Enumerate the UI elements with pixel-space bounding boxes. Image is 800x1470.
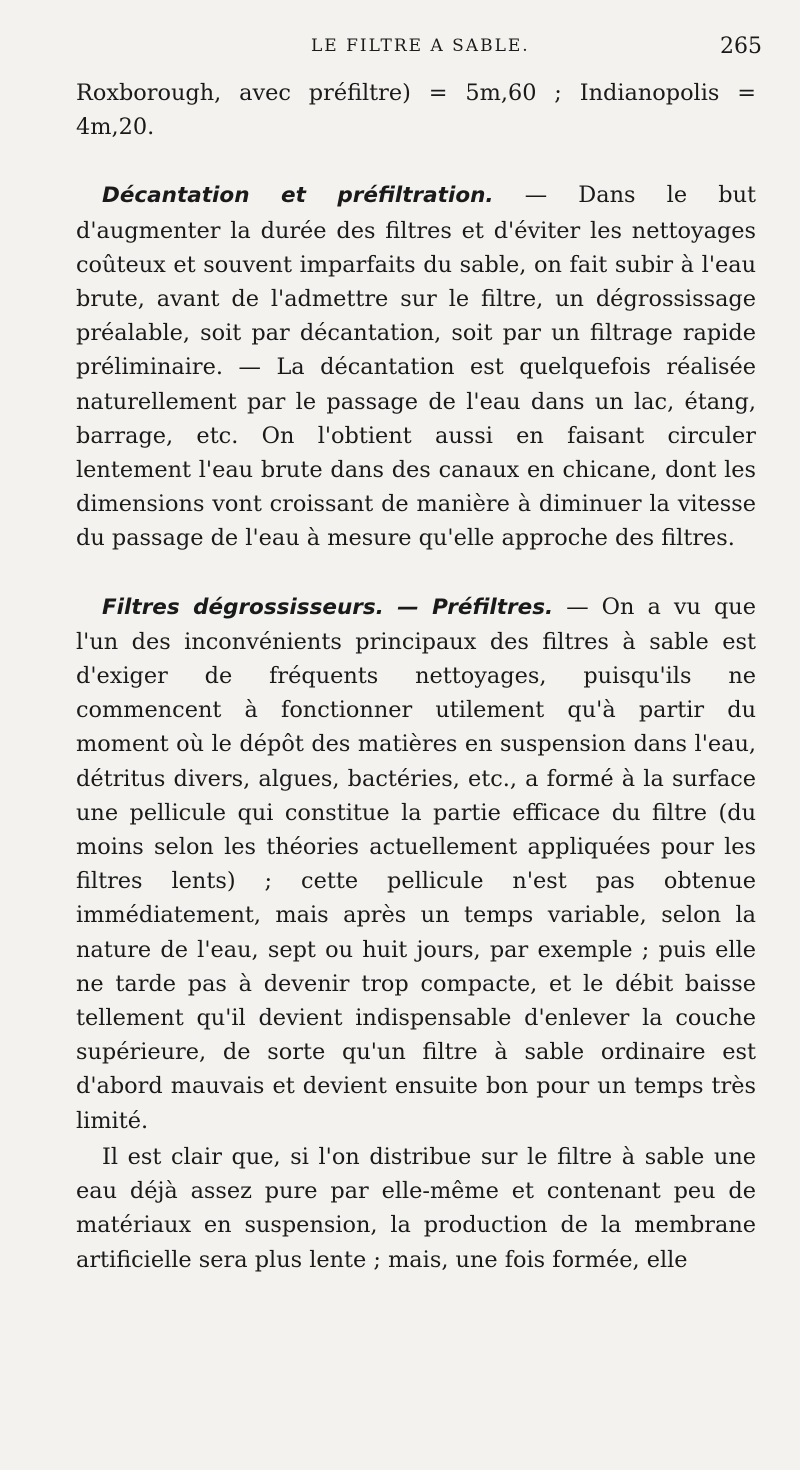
page-number: 265 (720, 34, 762, 59)
paragraph-prefiltres (76, 590, 756, 1138)
paragraph-continuation: Roxborough, avec préfiltre) = 5m,60 ; Indianopolis = 4m,20. (76, 80, 756, 141)
paragraph-decantation (76, 178, 756, 555)
paragraph-decantation-text: — Dans le but d'augmenter la durée des filtres et d'éviter les nettoyages coûteux et souvent imparfaits du sable, on fait subir à l'eau brute, avant de l'admettre sur le filtre, un dégrossissage préalable, soit par décantation, soit par un filtrage rapide préliminaire. — La décantation est quelquefois réalisée naturellement par le passage de l'eau dans un lac, étang, barrage, etc. On l'obtient aussi en faisant circuler lentement l'eau brute dans des canaux en chicane, dont les dimensions vont croissant de manière à diminuer la vitesse du passage de l'eau à mesure qu'elle approche des filtres. (76, 182, 756, 552)
book-page (76, 34, 762, 1277)
running-head (76, 34, 762, 76)
section-heading-prefiltres: Filtres dégrossisseurs. — Préfiltres. (102, 594, 554, 620)
paragraph-final: Il est clair que, si l'on distribue sur le filtre à sable une eau déjà assez pure par elle-même et contenant peu de matériaux en suspension, la production de la membrane artificielle sera plus lente ; mais, une fois formée, elle (76, 1143, 756, 1273)
paragraph-prefiltres-text: — On a vu que l'un des inconvénients principaux des filtres à sable est d'exiger de fréquents nettoyages, puisqu'ils ne commencent à fonctionner utilement qu'à partir du moment où le dépôt des matières en suspension dans l'eau, détritus divers, algues, bactéries, etc., a formé à la surface une pellicule qui constitue la partie efficace du filtre (du moins selon les théories actuellement appliquées pour les filtres lents) ; cette pellicule n'est pas obtenue immédiatement, mais après un temps variable, selon la nature de l'eau, sept ou huit jours, par exemple ; puis elle ne tarde pas à devenir trop compacte, et le débit baisse tellement qu'il devient indispensable d'enlever la couche supérieure, de sorte qu'un filtre à sable ordinaire est d'abord mauvais et devient ensuite bon pour un temps très limité. (76, 593, 756, 1134)
running-title: LE FILTRE A SABLE. (311, 36, 530, 56)
section-heading-decantation: Décantation et préfiltration. (102, 183, 494, 209)
